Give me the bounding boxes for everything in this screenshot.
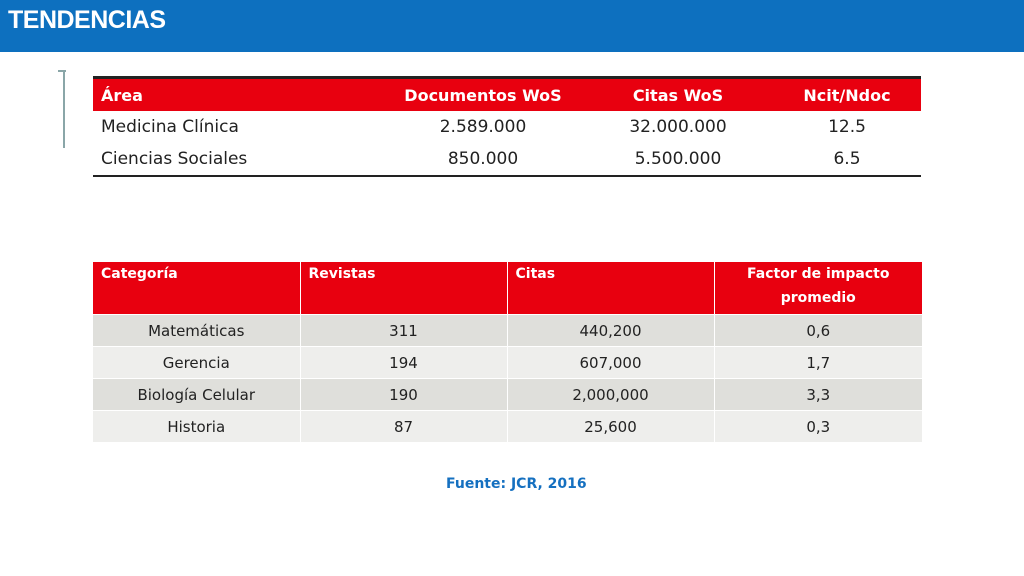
cell-categoria: Historia	[93, 411, 300, 443]
area-stats-table	[93, 76, 921, 177]
cell-citas: 5.500.000	[634, 149, 722, 169]
cell-factor-impacto: 1,7	[714, 347, 922, 379]
cell-factor-impacto: 3,3	[714, 379, 922, 411]
column-header-ncit-ndoc: Ncit/Ndoc	[803, 85, 891, 105]
cell-revistas: 311	[300, 315, 507, 347]
cell-factor-impacto: 0,3	[714, 411, 922, 443]
cell-revistas: 190	[300, 379, 507, 411]
page-title: TENDENCIAS	[8, 6, 166, 34]
column-header-area: Área	[101, 85, 143, 105]
column-header-documentos: Documentos WoS	[404, 85, 562, 105]
category-impact-table	[93, 262, 922, 442]
source-note: Fuente: JCR, 2016	[446, 476, 587, 492]
column-header-citas: Citas WoS	[632, 85, 724, 105]
table-row	[93, 347, 922, 379]
column-header-factor-impacto: Factor de impacto promedio	[714, 262, 922, 315]
table-header-row	[93, 262, 922, 315]
cell-citas: 607,000	[507, 347, 714, 379]
cell-documentos: 2.589.000	[439, 117, 527, 137]
cell-citas: 25,600	[507, 411, 714, 443]
table-row	[93, 143, 921, 176]
accent-line	[63, 70, 65, 148]
cell-categoria: Gerencia	[93, 347, 300, 379]
table-row	[93, 379, 922, 411]
cell-documentos: 850.000	[447, 149, 519, 169]
cell-categoria: Matemáticas	[93, 315, 300, 347]
cell-area: Ciencias Sociales	[101, 149, 248, 169]
cell-ncit-ndoc: 6.5	[833, 149, 861, 169]
cell-citas: 2,000,000	[507, 379, 714, 411]
table-header-row	[93, 78, 921, 112]
cell-categoria: Biología Celular	[93, 379, 300, 411]
cell-ncit-ndoc: 12.5	[828, 117, 866, 137]
table-row	[93, 411, 922, 443]
column-header-citas: Citas	[507, 262, 714, 315]
cell-revistas: 194	[300, 347, 507, 379]
cell-citas: 440,200	[507, 315, 714, 347]
cell-citas: 32.000.000	[629, 117, 727, 137]
table-row	[93, 315, 922, 347]
cell-revistas: 87	[300, 411, 507, 443]
column-header-categoria: Categoría	[93, 262, 300, 315]
header-bar	[0, 0, 1024, 52]
column-header-revistas: Revistas	[300, 262, 507, 315]
cell-factor-impacto: 0,6	[714, 315, 922, 347]
table-row	[93, 111, 921, 143]
cell-area: Medicina Clínica	[101, 117, 239, 137]
